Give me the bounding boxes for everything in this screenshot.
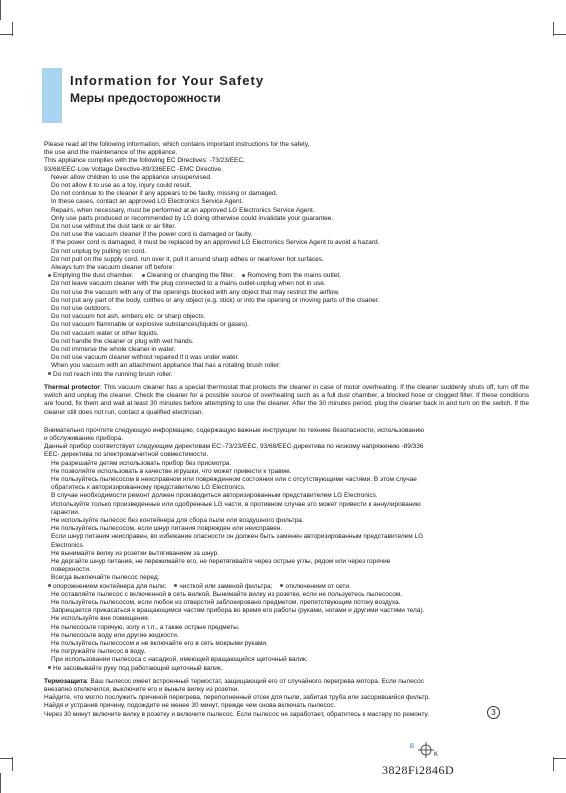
bullet-icon: [48, 274, 51, 277]
instruction-line: Electronics.: [51, 541, 85, 549]
instruction-line: Не пылесосьте горячую, золу и т.п., а также острые предметы.: [51, 623, 240, 631]
bullet-line: [44, 583, 529, 591]
instruction-line: Do not vacuum flammable or explosive substances(liquids or gases).: [51, 321, 249, 329]
russian-thermal-protector: [44, 678, 529, 719]
bullet-text: опорожнением контейнера для пыли;: [53, 582, 167, 590]
bullet-text: отключением от сети.: [285, 582, 351, 590]
bullet-icon: [48, 372, 51, 375]
instruction-line: Repairs, when necessary, must be performed at an approved LG Electronics Service Agent.: [51, 206, 315, 214]
instruction-line: гарантии.: [51, 508, 80, 516]
crop-mark: [12, 22, 13, 36]
instruction-line: Do not use without the dust tank or air filter.: [51, 223, 177, 231]
instruction-line: Не пользуйтесь пылесосом в неисправном или поврежденном состоянии или с отсутствующими частями. В этом случае: [51, 475, 417, 483]
thermal-line-russian: [44, 686, 529, 694]
instruction-line: Do not use outdoors.: [51, 305, 112, 313]
document-code: 3828Fi2846D: [382, 763, 455, 777]
bullet-icon: [280, 584, 283, 587]
thermal-text-english: : This vacuum cleaner has a special thermostat that protects the cleaner in case of motor overheating. If the cleaner suddenly shuts off, turn off the switch and unplug the cleaner. Check the cleaner for a possible source of overheating such as a full dust chamber, a blocked hose or clogged filter. If these conditions are found, fix them and wait at least 30 minutes before attempting to use the cleaner. After the 30 minutes period, plug the cleaner back in and turn on the switch. If the cleaner still does not run, contact a qualified electrician.: [44, 383, 529, 416]
crop-mark: [0, 34, 12, 35]
thermal-text-russian: внезапно отключился, выключите его и выньте вилку из розетки.: [44, 686, 240, 693]
instruction-line: Не вынимайте вилку из розетки вытягиванием за шнур.: [51, 549, 220, 557]
instruction-line: Если шнур питания неисправен, во избежание опасности он должен быть заменен авторизированным представителем LG: [51, 533, 424, 541]
instruction-line: Внимательно прочтите следующую информацию, содержащую важные инструкции по технике безопасности, использованию: [44, 426, 424, 434]
instruction-line: the use and the maintenance of the appliance.: [44, 149, 178, 157]
crop-mark: [554, 34, 566, 35]
instruction-line: 93/68/EEC-Low Voltage Directive-89/336EEC -EMC Directive.: [44, 165, 223, 173]
safety-content: [44, 141, 529, 719]
instruction-line: Данный прибор соответствует следующим директивам ЕС:-73/23/EEC, 93/68/EEC-директива по низкому напряжению -89/336: [44, 443, 424, 451]
bullet-icon: [48, 584, 51, 587]
instruction-line: Do not immerse the whole cleaner in water.: [51, 346, 176, 354]
instruction-line: поверхности.: [51, 566, 91, 574]
instruction-line: Do not handle the cleaner or plug with wet hands.: [51, 337, 194, 345]
bullet-text: Cleaning or changing the filter.: [146, 272, 235, 280]
thermal-text-russian: Найдите, что могло послужить причиной перегрева, переполненный отсек для пыли, забитая труба или засорившийся фильтр.: [44, 694, 430, 702]
instruction-line: Не дергайте шнур питания, не пережимайте его, не перетягивайте через острые углы, рядом или через горячие: [51, 557, 391, 565]
instruction-line: Не пользуйтесь пылесосом и не включайте его в сеть мокрыми руками.: [51, 639, 268, 647]
thermal-line-russian: [44, 702, 529, 710]
instruction-line: Never allow children to use the appliance unsupervised.: [51, 173, 212, 181]
crop-mark: [0, 0, 1, 20]
instruction-line: This appliance complies with the following EC Directives: -73/23/EEC,: [44, 157, 245, 165]
thermal-line-russian: [44, 694, 529, 702]
crop-mark: [553, 757, 554, 771]
instruction-line: Не используйте пылесос без контейнера для сбора пыли или воздушного фильтра.: [51, 516, 304, 524]
instruction-line: В случае необходимости ремонт должен производиться авторизированным представителем LG Electronics.: [51, 492, 378, 500]
bullet-text: Не засовывайте руку под работающий щеточный валик.: [53, 664, 223, 672]
instruction-line: Не оставляйте пылесос с включенной в сеть вилкой. Вынимайте вилку из розетки, если не пользуетесь пылесосом.: [51, 590, 403, 598]
bullet-line: [44, 371, 529, 379]
english-thermal-protector: [44, 384, 529, 417]
instruction-line: Do not leave vacuum cleaner with the plug connected to a mains outlet-unplug when not in use.: [51, 280, 326, 288]
page-number: 3: [487, 706, 500, 719]
instruction-line: Do not unplug by pulling on cord.: [51, 247, 147, 255]
instruction-line: Do not use vacuum cleaner without repaired if it was under water.: [51, 354, 240, 362]
thermal-line-russian: [44, 711, 529, 719]
instruction-line: Не позволяйте использовать в качестве игрушки, что может привести к травме.: [51, 467, 292, 475]
thermal-label-russian: Термозащита: [44, 677, 87, 685]
instruction-line: In these cases, contact an approved LG Electronics Service Agent.: [51, 198, 244, 206]
instruction-line: Не пользуйтесь пылесосом, если любое из отверстий заблокировано предметом, препятствующим потоку воздуха.: [51, 598, 401, 606]
thermal-text-russian: : Ваш пылесос имеет встроенный термостат, защищающий его от случайного перегрева мотора. Если пылесос: [86, 677, 425, 685]
registration-mark-icon: [418, 742, 434, 758]
instruction-line: Не используйте вне помещения.: [51, 615, 150, 623]
russian-instructions: [44, 427, 529, 673]
instruction-line: Do not pull on the supply cord, run over it, pull it around sharp edhes or near/over hot surfaces.: [51, 255, 324, 263]
instruction-line: Only use parts produced or recommended by LG doing otherwise could invalidate your guarantee.: [51, 214, 334, 222]
instruction-line: Всегда выключайте пылесос перед:: [51, 574, 160, 582]
thermal-line-russian: [44, 678, 529, 686]
registration-letter-b: B: [410, 744, 415, 750]
page-title-russian: Меры предосторожности: [70, 91, 221, 105]
instruction-line: Используйте только произведенные или одобренные LG части, в противном случае это может привести к аннулированию: [51, 500, 421, 508]
english-instructions: [44, 141, 529, 379]
instruction-line: If the power cord is damaged, it must be replaced by an approved LG Electronics Service Agent to avoid a hazard.: [51, 239, 380, 247]
thermal-text-russian: Найдя и устранив причину, подождите не менее 30 минут, прежде чем снова включать пылесос.: [44, 702, 336, 710]
crop-mark: [12, 757, 13, 771]
instruction-line: Do not put any part of the body, colthes or any object (e.g. stick) or into the opening or moving parts of the clsaner.: [51, 296, 380, 304]
instruction-line: Не пользуйтесь пылесосом, если шнур питания поврежден или неисправен.: [51, 525, 283, 533]
instruction-line: Запрещается прикасаться к вращающимся частям прибора во время его работы (руками, ногами и другими частями тела).: [51, 607, 425, 615]
crop-mark: [554, 758, 566, 759]
instruction-line: Do not use the vacuum cleaner if the power cord is damaged or faulty.: [51, 231, 253, 239]
bullet-icon: [174, 584, 177, 587]
crop-mark: [0, 758, 12, 759]
bullet-text: Emptying the dust chamber.: [53, 272, 134, 280]
instruction-line: Do not vacuum hot ash, embers etc. or sharp objects.: [51, 313, 206, 321]
instruction-line: При использовании пылесоса с насадкой, имеющей вращающийся щеточный валик:: [51, 656, 308, 664]
instruction-line: Always turn the vacuum cleaner off before:: [51, 264, 175, 272]
instruction-line: Не погружайте пылесос в воду.: [51, 648, 146, 656]
bullet-line: [44, 665, 529, 673]
instruction-line: EEC- директива по электромагнитной совместимости.: [44, 451, 209, 459]
instruction-line: When you vacuum with an attachment appliance that has a rotating brush roller:: [51, 362, 281, 370]
bullet-line: [44, 272, 529, 280]
bullet-icon: [242, 274, 245, 277]
instruction-line: Do not vacuum water or other liquids.: [51, 329, 159, 337]
bullet-icon: [142, 274, 145, 277]
header-accent-bar: [42, 68, 62, 123]
thermal-text-russian: Через 30 минут включите вилку в розетку и включите пылесос. Если пылесос не заработает, обратитесь к мастеру по ремонту.: [44, 710, 429, 718]
instruction-line: Не разрешайте детям использовать прибор без присмотра.: [51, 459, 232, 467]
thermal-label-english: Thermal protector: [44, 383, 100, 391]
instruction-line: Do not use the vacuum with any of the openings blocked with any object that may restrict the airflow.: [51, 288, 340, 296]
bullet-text: Romoving from the mains outlet.: [247, 272, 341, 280]
instruction-line: Не пылесосьте воду или другие жидкости.: [51, 631, 179, 639]
crop-mark: [0, 773, 1, 793]
instruction-line: и обслуживанию прибора.: [44, 434, 124, 442]
page-title-english: Information for Your Safety: [70, 73, 265, 88]
instruction-line: обратитесь к авторизированному представителю LG Electronics.: [51, 484, 246, 492]
instruction-line: Do not continue to the cleaner if any appears to be faulty, missing or damaged.: [51, 190, 278, 198]
bullet-icon: [48, 666, 51, 669]
registration-letter-k: K: [434, 752, 439, 758]
bullet-text: Do not reach into the running brush roller.: [53, 370, 173, 378]
instruction-line: Please read all the following information, which contains important instructions for the safety,: [44, 141, 310, 148]
bullet-text: чисткой или заменой фильтра;: [179, 582, 273, 590]
instruction-line: Do not allow it to use as a toy, injury could result.: [51, 182, 192, 190]
